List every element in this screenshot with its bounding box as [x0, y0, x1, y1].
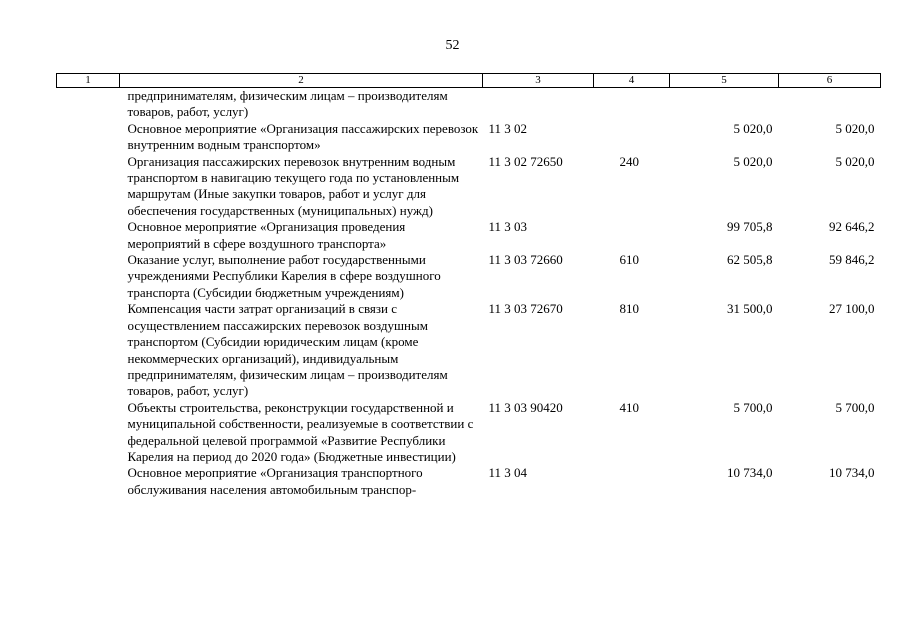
target-article-cell: 11 3 02 72650: [488, 153, 563, 169]
item-name-cell: Основное мероприятие «Организация проведения мероприятий в сфере воздушного транспорта»: [127, 219, 406, 251]
table-body: [57, 88, 881, 499]
amount-year2-cell: [779, 88, 881, 121]
table-row: [57, 121, 881, 154]
expense-type-cell: [594, 88, 670, 121]
expense-type-cell: 240: [619, 153, 639, 169]
target-article-cell: 11 3 02: [488, 120, 528, 136]
amount-year1-cell: [670, 88, 779, 121]
amount-year2-cell: 92 646,2: [829, 219, 875, 235]
table-row: [57, 465, 881, 498]
table-header-row: [57, 74, 881, 88]
target-article-cell: 11 3 03 72670: [488, 301, 563, 317]
row-number-cell: [57, 465, 120, 498]
column-header-3: 3: [483, 74, 594, 88]
row-number-cell: [57, 301, 120, 399]
target-article-cell: 11 3 03 72660: [488, 252, 563, 268]
item-name-cell: Объекты строительства, реконструкции государственной и муниципальной собственности, реализуемые в соответствии с федеральной целевой программой «Развитие Республики Карелия на период до 2020 года» (Бюджетные инвестиции): [127, 399, 474, 464]
expense-type-cell: [594, 121, 670, 154]
row-number-cell: [57, 252, 120, 301]
row-number-cell: [57, 219, 120, 252]
target-article-cell: 11 3 03 90420: [488, 399, 563, 415]
page-number: 52: [445, 38, 460, 53]
table-row: [57, 301, 881, 399]
table-row: [57, 88, 881, 121]
item-name-cell: Основное мероприятие «Организация пассажирских перевозок внутренним водным транспортом»: [127, 120, 479, 153]
item-name-cell: Основное мероприятие «Организация транспортного обслуживания населения автомобильным транспор-: [127, 465, 423, 497]
item-name-cell: Компенсация части затрат организаций в связи с осуществлением пассажирских перевозок воздушным транспортом (Субсидии юридическим лицам (кроме некоммерческих организаций), индивидуальным предпринимателям, физическим лицам – производителям товаров, работ, услуг): [127, 301, 448, 399]
expense-type-cell: 610: [619, 252, 639, 268]
amount-year2-cell: 10 734,0: [829, 465, 875, 481]
amount-year2-cell: 59 846,2: [829, 252, 875, 268]
table-row: [57, 219, 881, 252]
amount-year2-cell: 27 100,0: [829, 301, 875, 317]
amount-year1-cell: 10 734,0: [727, 465, 773, 481]
amount-year1-cell: 62 505,8: [727, 252, 773, 268]
column-header-1: 1: [57, 74, 120, 88]
column-header-6: 6: [779, 74, 881, 88]
target-article-cell: 11 3 03: [488, 219, 528, 235]
amount-year1-cell: 5 020,0: [733, 120, 773, 136]
amount-year2-cell: 5 020,0: [835, 120, 875, 136]
amount-year1-cell: 99 705,8: [727, 219, 773, 235]
amount-year1-cell: 31 500,0: [727, 301, 773, 317]
budget-table: [56, 73, 881, 498]
table-row: [57, 154, 881, 220]
item-name-cell: предпринимателям, физическим лицам – производителям товаров, работ, услуг): [127, 88, 448, 120]
row-number-cell: [57, 88, 120, 121]
column-header-4: 4: [594, 74, 670, 88]
amount-year1-cell: 5 700,0: [733, 399, 773, 415]
target-article-cell: [483, 88, 594, 121]
amount-year1-cell: 5 020,0: [733, 153, 773, 169]
amount-year2-cell: 5 020,0: [835, 153, 875, 169]
expense-type-cell: [594, 219, 670, 252]
target-article-cell: 11 3 04: [488, 465, 528, 481]
item-name-cell: Организация пассажирских перевозок внутренним водным транспортом в навигацию текущего года по установленным маршрутам (Иные закупки товаров, работ и услуг для обеспечения государственных (муниципальных) нужд): [127, 153, 460, 218]
column-header-2: 2: [120, 74, 483, 88]
row-number-cell: [57, 400, 120, 466]
row-number-cell: [57, 154, 120, 220]
amount-year2-cell: 5 700,0: [835, 399, 875, 415]
table-row: [57, 252, 881, 301]
expense-type-cell: 410: [619, 399, 639, 415]
expense-type-cell: 810: [619, 301, 639, 317]
item-name-cell: Оказание услуг, выполнение работ государственными учреждениями Республики Карелия в сфере воздушного транспорта (Субсидии бюджетным учреждениям): [127, 252, 441, 300]
row-number-cell: [57, 121, 120, 154]
column-header-5: 5: [670, 74, 779, 88]
expense-type-cell: [594, 465, 670, 498]
table-row: [57, 400, 881, 466]
